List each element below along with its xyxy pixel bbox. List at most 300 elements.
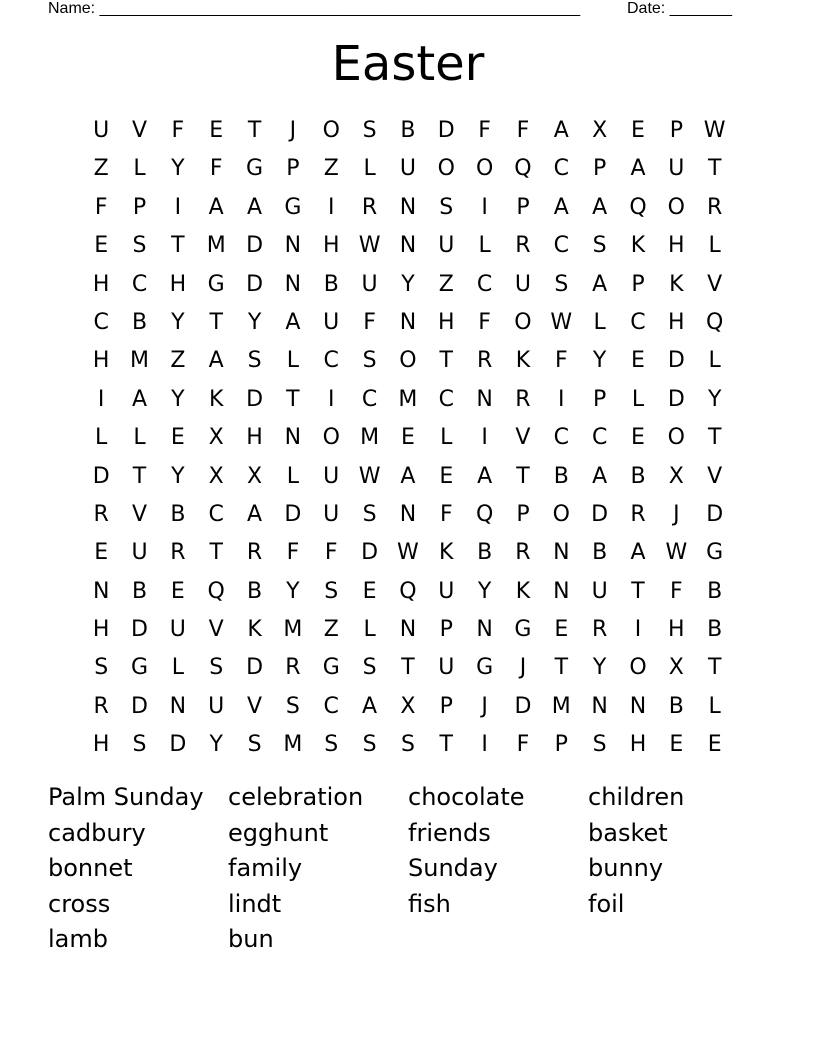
grid-letter: C (630, 309, 646, 335)
grid-letter: A (208, 194, 224, 220)
grid-row (82, 534, 734, 572)
grid-letter: X (208, 425, 224, 451)
grid-letter: I (481, 425, 488, 451)
grid-letter: V (707, 271, 723, 297)
grid-letter: T (439, 732, 453, 758)
grid-letter: H (92, 348, 110, 374)
word-list-item: lamb (48, 925, 108, 953)
grid-letter: O (322, 118, 340, 143)
grid-letter: N (476, 386, 493, 412)
grid-letter: M (283, 732, 303, 758)
grid-letter: V (707, 463, 723, 489)
grid-letter: I (97, 386, 105, 412)
grid-letter: N (92, 578, 110, 604)
grid-letter: A (208, 348, 224, 374)
grid-row (82, 649, 734, 687)
grid-letter: I (174, 194, 182, 220)
grid-letter: S (439, 194, 454, 220)
grid-letter: E (400, 425, 415, 451)
grid-letter: O (667, 425, 685, 451)
grid-letter: R (515, 540, 531, 566)
grid-letter: E (170, 578, 185, 604)
grid-letter: T (209, 540, 223, 566)
word-list-item: Sunday (408, 854, 498, 882)
grid-letter: I (481, 732, 488, 758)
grid-letter: E (669, 732, 684, 758)
grid-letter: R (630, 501, 646, 527)
grid-letter: U (361, 271, 378, 297)
grid-letter: C (131, 271, 148, 297)
grid-letter: G (476, 655, 494, 681)
grid-letter: N (399, 309, 417, 335)
grid-letter: X (592, 118, 608, 143)
grid-letter: A (477, 463, 493, 489)
grid-letter: B (668, 693, 684, 719)
grid-letter: P (516, 501, 530, 527)
grid-letter: S (400, 732, 415, 758)
grid-letter: U (208, 693, 225, 719)
grid-letter: M (130, 348, 149, 374)
grid-letter: L (133, 156, 146, 182)
grid-letter: U (438, 655, 455, 681)
grid-letter: D (92, 463, 110, 489)
grid-row (82, 458, 734, 496)
grid-letter: E (554, 617, 569, 643)
grid-letter: F (209, 156, 223, 182)
grid-letter: C (93, 309, 109, 335)
word-list-item: lindt (228, 889, 282, 918)
grid-letter: G (706, 540, 724, 566)
grid-letter: P (286, 156, 300, 182)
grid-row (82, 304, 734, 342)
grid-letter: S (132, 732, 147, 758)
grid-letter: C (476, 271, 493, 297)
word-list-item: cross (48, 889, 111, 918)
grid-letter: Y (707, 386, 722, 412)
grid-letter: D (514, 693, 532, 719)
grid-letter: T (707, 655, 722, 681)
grid-letter: E (631, 348, 645, 374)
grid-letter: T (439, 348, 453, 374)
grid-letter: R (591, 617, 608, 643)
grid-letter: D (246, 233, 264, 259)
grid-letter: U (514, 271, 531, 297)
grid-letter: Y (171, 386, 185, 412)
grid-letter: T (516, 463, 530, 489)
grid-letter: F (554, 348, 568, 374)
grid-letter: G (207, 271, 225, 297)
grid-letter: F (439, 501, 453, 527)
grid-letter: N (399, 617, 417, 643)
grid-letter: L (363, 617, 376, 643)
grid-letter: C (323, 693, 339, 719)
grid-letter: U (169, 617, 186, 643)
grid-letter: D (361, 540, 379, 566)
grid-letter: I (558, 386, 565, 412)
grid-letter: Z (93, 156, 109, 182)
word-list-item: celebration (228, 783, 364, 811)
grid-letter: Q (629, 194, 647, 220)
grid-letter: F (94, 194, 108, 220)
grid-letter: D (131, 693, 148, 719)
grid-letter: F (286, 540, 300, 566)
grid-letter: U (668, 156, 685, 182)
grid-letter: A (285, 309, 301, 335)
grid-letter: C (208, 501, 224, 527)
grid-letter: D (591, 501, 609, 527)
grid-letter: L (708, 233, 721, 259)
grid-letter: H (668, 233, 685, 259)
grid-letter: D (246, 655, 264, 681)
grid-letter: O (322, 425, 340, 451)
grid-letter: S (362, 118, 377, 143)
word-list-item: friends (408, 818, 491, 847)
grid-letter: I (327, 386, 335, 412)
word-list-item: foil (588, 889, 625, 918)
grid-letter: R (93, 501, 109, 527)
grid-letter: R (93, 693, 109, 719)
grid-letter: U (438, 578, 455, 604)
grid-letter: F (516, 118, 530, 143)
grid-letter: X (668, 463, 684, 489)
grid-letter: Y (171, 156, 185, 182)
grid-letter: E (631, 425, 645, 451)
grid-letter: S (247, 348, 262, 374)
grid-letter: W (703, 118, 726, 143)
grid-letter: S (209, 655, 224, 681)
grid-row (82, 419, 734, 457)
grid-letter: A (553, 194, 569, 220)
grid-letter: E (94, 540, 109, 566)
grid-letter: C (553, 156, 569, 182)
grid-letter: U (323, 501, 340, 527)
grid-letter: F (324, 540, 338, 566)
word-list-item: bunny (588, 854, 664, 882)
grid-letter: S (592, 233, 607, 259)
grid-letter: B (477, 540, 493, 566)
grid-letter: W (358, 233, 381, 259)
grid-letter: L (440, 425, 453, 451)
grid-letter: H (437, 309, 455, 335)
grid-letter: A (592, 271, 608, 297)
grid-letter: D (706, 501, 724, 527)
grid-letter: H (92, 617, 110, 643)
grid-letter: Y (171, 309, 185, 335)
grid-letter: D (284, 501, 302, 527)
grid-letter: B (630, 463, 646, 489)
grid-letter: F (171, 118, 185, 143)
grid-letter: A (592, 194, 608, 220)
grid-letter: Y (171, 463, 185, 489)
grid-letter: E (707, 732, 722, 758)
grid-letter: J (289, 118, 297, 143)
grid-letter: O (514, 309, 532, 335)
letter-grid (82, 112, 734, 765)
grid-letter: A (247, 501, 263, 527)
grid-letter: V (131, 118, 148, 143)
grid-letter: D (246, 271, 264, 297)
grid-letter: P (439, 693, 453, 719)
grid-row (82, 266, 734, 304)
grid-letter: B (707, 617, 723, 643)
grid-letter: R (476, 348, 493, 374)
grid-letter: Y (247, 309, 262, 335)
grid-letter: H (92, 271, 110, 297)
grid-letter: L (593, 309, 606, 335)
word-list-item: children (588, 783, 685, 811)
grid-letter: W (397, 540, 419, 566)
grid-letter: S (324, 732, 339, 758)
grid-letter: K (515, 348, 531, 374)
grid-letter: F (670, 578, 683, 604)
grid-letter: T (401, 655, 415, 681)
grid-letter: N (399, 501, 417, 527)
grid-letter: F (478, 118, 491, 143)
grid-letter: X (400, 693, 416, 719)
grid-letter: B (247, 578, 263, 604)
grid-letter: S (554, 271, 569, 297)
word-list-item: family (228, 854, 303, 882)
grid-letter: Y (286, 578, 300, 604)
grid-letter: K (247, 617, 262, 643)
grid-letter: C (323, 348, 339, 374)
grid-letter: R (515, 233, 531, 259)
grid-letter: S (362, 655, 377, 681)
grid-letter: H (169, 271, 187, 297)
grid-letter: M (398, 386, 418, 412)
grid-row (82, 496, 734, 534)
grid-letter: L (478, 233, 491, 259)
grid-letter: H (92, 732, 110, 758)
grid-letter: P (439, 617, 453, 643)
grid-letter: A (630, 156, 646, 182)
grid-letter: O (629, 655, 647, 681)
grid-letter: Y (401, 271, 415, 297)
grid-letter: G (246, 156, 264, 182)
grid-letter: C (591, 425, 608, 451)
grid-letter: U (131, 540, 148, 566)
grid-letter: P (516, 194, 530, 220)
grid-letter: N (399, 194, 417, 220)
grid-letter: Z (438, 271, 454, 297)
grid-letter: A (553, 118, 569, 143)
grid-letter: N (284, 233, 302, 259)
grid-letter: L (171, 655, 184, 681)
grid-letter: P (631, 271, 645, 297)
grid-letter: D (246, 386, 264, 412)
grid-letter: U (438, 233, 455, 259)
grid-row (82, 726, 734, 764)
grid-letter: T (631, 578, 645, 604)
grid-letter: S (362, 732, 377, 758)
grid-letter: U (399, 156, 416, 182)
grid-letter: K (208, 386, 224, 412)
grid-letter: B (323, 271, 339, 297)
grid-letter: G (322, 655, 340, 681)
grid-letter: O (667, 194, 685, 220)
grid-letter: Q (399, 578, 417, 604)
grid-row (82, 189, 734, 227)
grid-letter: K (439, 540, 454, 566)
grid-letter: S (94, 655, 109, 681)
grid-letter: N (284, 271, 302, 297)
grid-letter: M (360, 425, 380, 451)
grid-letter: D (169, 732, 187, 758)
grid-letter: A (362, 693, 378, 719)
grid-row (82, 227, 734, 265)
grid-letter: L (631, 386, 645, 412)
grid-letter: N (476, 617, 493, 643)
grid-letter: E (170, 425, 185, 451)
grid-letter: P (132, 194, 147, 220)
grid-letter: C (361, 386, 378, 412)
grid-letter: S (362, 501, 377, 527)
grid-letter: J (673, 501, 680, 527)
grid-letter: F (478, 309, 491, 335)
grid-letter: H (668, 617, 685, 643)
grid-letter: S (324, 578, 339, 604)
grid-letter: Q (207, 578, 225, 604)
grid-letter: G (284, 194, 302, 220)
grid-letter: P (593, 386, 607, 412)
grid-letter: R (707, 194, 723, 220)
grid-letter: T (209, 309, 223, 335)
word-list-item: egghunt (228, 818, 329, 847)
grid-letter: I (634, 617, 642, 643)
grid-letter: X (668, 655, 684, 681)
grid-letter: Y (209, 732, 223, 758)
grid-letter: L (95, 425, 108, 451)
word-list-item: bonnet (48, 854, 133, 882)
grid-letter: O (437, 156, 455, 182)
grid-letter: S (362, 348, 377, 374)
page-title: Easter (331, 36, 485, 92)
grid-letter: Z (170, 348, 186, 374)
word-list-item: chocolate (408, 783, 525, 811)
grid-letter: T (247, 118, 262, 143)
grid-letter: C (553, 233, 569, 259)
grid-row (82, 150, 734, 188)
grid-letter: D (667, 348, 685, 374)
grid-letter: A (400, 463, 416, 489)
grid-row (82, 112, 734, 150)
grid-letter: F (516, 732, 530, 758)
grid-letter: R (361, 194, 378, 220)
word-list-item: fish (408, 889, 451, 918)
name-field[interactable]: Name: ______________________________________________________ (48, 0, 581, 17)
grid-letter: L (708, 348, 721, 374)
grid-letter: B (400, 118, 416, 143)
grid-letter: T (554, 655, 569, 681)
date-field[interactable]: Date: _______ (627, 0, 732, 17)
grid-letter: P (554, 732, 568, 758)
grid-letter: T (707, 156, 722, 182)
grid-letter: B (131, 578, 148, 604)
grid-letter: D (667, 386, 685, 412)
grid-letter: P (669, 118, 683, 143)
grid-letter: H (246, 425, 263, 451)
grid-letter: Z (323, 156, 339, 182)
grid-letter: Y (592, 655, 607, 681)
grid-row (82, 381, 734, 419)
grid-letter: U (93, 118, 110, 143)
grid-letter: T (171, 233, 185, 259)
grid-letter: B (170, 501, 186, 527)
grid-letter: Y (592, 348, 607, 374)
word-list-item: cadbury (48, 818, 146, 847)
grid-letter: O (475, 156, 494, 182)
grid-letter: L (363, 156, 376, 182)
grid-letter: Q (706, 309, 724, 335)
grid-letter: Z (323, 617, 339, 643)
word-list-item: basket (588, 818, 668, 847)
grid-letter: A (630, 540, 646, 566)
grid-letter: S (247, 732, 262, 758)
grid-letter: V (131, 501, 148, 527)
grid-letter: H (668, 309, 685, 335)
word-list-item: Palm Sunday (48, 783, 204, 811)
grid-letter: B (131, 309, 148, 335)
grid-letter: N (553, 540, 570, 566)
grid-letter: N (591, 693, 608, 719)
grid-letter: L (133, 425, 146, 451)
grid-letter: S (132, 233, 147, 259)
grid-letter: Q (475, 501, 494, 527)
grid-letter: X (208, 463, 224, 489)
grid-letter: N (399, 233, 417, 259)
grid-letter: M (283, 617, 303, 643)
grid-letter: A (131, 386, 148, 412)
grid-letter: W (665, 540, 688, 566)
grid-letter: M (206, 233, 226, 259)
grid-letter: R (515, 386, 531, 412)
grid-letter: S (592, 732, 607, 758)
grid-letter: V (208, 617, 224, 643)
grid-letter: N (553, 578, 570, 604)
grid-letter: S (285, 693, 300, 719)
grid-letter: X (247, 463, 263, 489)
grid-letter: L (286, 348, 300, 374)
grid-letter: G (514, 617, 532, 643)
grid-letter: T (286, 386, 300, 412)
grid-letter: K (515, 578, 531, 604)
grid-letter: R (246, 540, 263, 566)
grid-letter: K (669, 271, 684, 297)
grid-letter: L (286, 463, 300, 489)
grid-letter: E (439, 463, 454, 489)
grid-letter: E (631, 118, 645, 143)
grid-letter: B (553, 463, 569, 489)
grid-letter: J (519, 655, 527, 681)
grid-letter: F (363, 309, 376, 335)
grid-letter: C (438, 386, 454, 412)
grid-letter: E (362, 578, 377, 604)
grid-letter: I (327, 194, 335, 220)
grid-letter: Y (477, 578, 492, 604)
grid-letter: U (323, 463, 340, 489)
grid-letter: O (399, 348, 417, 374)
grid-letter: R (285, 655, 301, 681)
grid-letter: D (437, 118, 455, 143)
grid-letter: N (284, 425, 302, 451)
grid-letter: A (247, 194, 263, 220)
grid-letter: M (551, 693, 571, 719)
grid-letter: J (481, 693, 488, 719)
grid-letter: R (170, 540, 186, 566)
word-list-item: bun (228, 925, 274, 953)
grid-letter: K (630, 233, 646, 259)
grid-letter: B (592, 540, 608, 566)
